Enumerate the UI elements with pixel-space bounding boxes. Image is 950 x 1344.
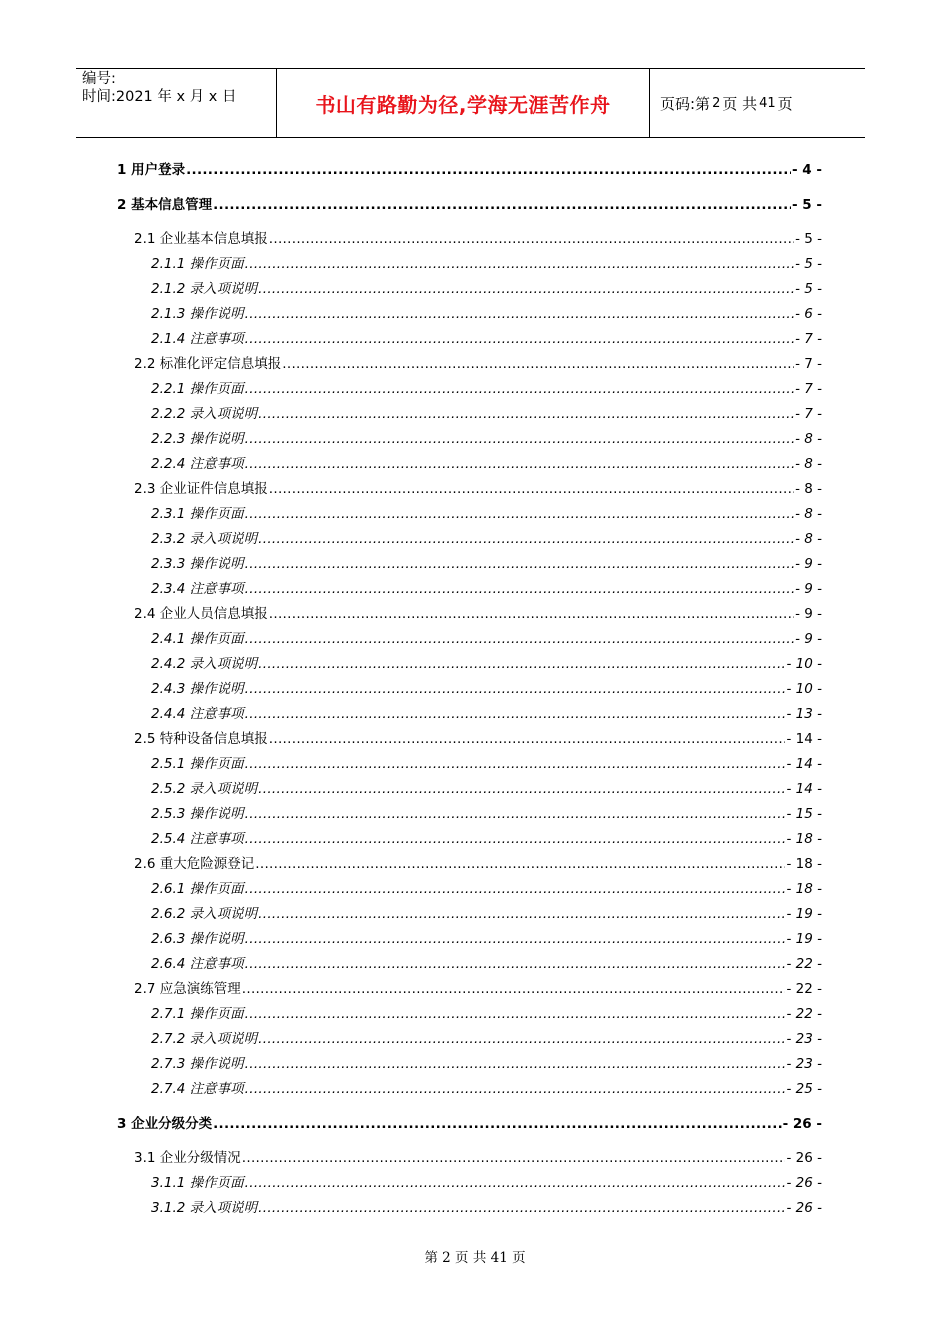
toc-leader-dots — [245, 505, 794, 523]
toc-entry-title: 2.5.4 注意事项 — [151, 831, 244, 847]
toc-leader-dots — [269, 480, 794, 498]
toc-entry-title: 2.2.1 操作页面 — [151, 381, 244, 397]
toc-leader-dots — [245, 1055, 786, 1073]
toc-entry[interactable] — [151, 530, 822, 548]
toc-leader-dots — [245, 630, 794, 648]
toc-leader-dots — [245, 930, 786, 948]
toc-entry[interactable] — [134, 855, 822, 873]
toc-entry-title: 2.6.3 操作说明 — [151, 931, 244, 947]
toc-entry[interactable] — [151, 255, 822, 273]
toc-entry-title: 1 用户登录 — [117, 162, 186, 178]
toc-entry-page: - 5 - — [795, 256, 822, 272]
toc-entry-title: 2.5 特种设备信息填报 — [134, 731, 268, 747]
toc-entry-title: 2.7.2 录入项说明 — [151, 1031, 258, 1047]
toc-leader-dots — [245, 430, 794, 448]
page-total: 41 — [759, 95, 776, 111]
toc-entry[interactable] — [151, 630, 822, 648]
toc-entry-page: - 8 - — [795, 506, 822, 522]
toc-entry-title: 2.5.2 录入项说明 — [151, 781, 258, 797]
toc-entry-page: - 18 - — [786, 881, 822, 897]
toc-leader-dots — [245, 955, 786, 973]
toc-leader-dots — [245, 805, 786, 823]
toc-entry[interactable] — [134, 480, 822, 498]
toc-entry-page: - 19 - — [786, 906, 822, 922]
toc-leader-dots — [245, 580, 794, 598]
toc-entry[interactable] — [151, 405, 822, 423]
toc-entry-page: - 26 - — [782, 1115, 822, 1132]
toc-leader-dots — [242, 980, 786, 998]
toc-entry-title: 2.2 标准化评定信息填报 — [134, 356, 282, 372]
toc-entry-title: 2.2.4 注意事项 — [151, 456, 244, 472]
header-page-info — [650, 69, 865, 137]
toc-entry[interactable] — [151, 680, 822, 698]
toc-entry-page: - 5 - — [792, 196, 822, 213]
toc-leader-dots — [245, 455, 794, 473]
toc-entry[interactable] — [151, 1199, 822, 1217]
toc-entry-title: 2.6.4 注意事项 — [151, 956, 244, 972]
toc-entry-title: 3.1.1 操作页面 — [151, 1175, 244, 1191]
toc-entry[interactable] — [134, 605, 822, 623]
toc-entry[interactable] — [151, 580, 822, 598]
toc-entry-title: 2.4 企业人员信息填报 — [134, 606, 268, 622]
toc-entry-title: 2 基本信息管理 — [117, 196, 213, 213]
toc-entry-page: - 6 - — [795, 306, 822, 322]
toc-entry[interactable] — [151, 505, 822, 523]
toc-entry-page: - 8 - — [795, 481, 822, 497]
toc-leader-dots — [245, 555, 794, 573]
toc-entry[interactable] — [117, 161, 822, 179]
toc-entry-title: 2.6.1 操作页面 — [151, 881, 244, 897]
toc-entry-page: - 22 - — [786, 956, 822, 972]
slogan: 书山有路勤为径,学海无涯苦作舟 — [315, 92, 611, 117]
toc-entry-title: 2.1 企业基本信息填报 — [134, 231, 268, 247]
toc-entry-title: 3.1 企业分级情况 — [134, 1150, 241, 1166]
toc-entry-page: - 23 - — [786, 1056, 822, 1072]
toc-entry-page: - 26 - — [786, 1200, 822, 1216]
toc-entry[interactable] — [151, 955, 822, 973]
toc-leader-dots — [245, 255, 794, 273]
toc-entry-title: 2.3.4 注意事项 — [151, 581, 244, 597]
toc-leader-dots — [242, 1149, 786, 1167]
toc-leader-dots — [245, 1174, 786, 1192]
toc-entry-title: 2.1.1 操作页面 — [151, 256, 244, 272]
toc-entry-page: - 26 - — [786, 1150, 822, 1166]
page-suffix: 页 — [777, 94, 793, 113]
toc-entry-page: - 19 - — [786, 931, 822, 947]
toc-leader-dots — [245, 380, 794, 398]
toc-entry-page: - 7 - — [795, 356, 822, 372]
toc-entry[interactable] — [151, 930, 822, 948]
toc-leader-dots — [258, 530, 794, 548]
toc-leader-dots — [269, 730, 786, 748]
toc-entry-title: 2.4.3 操作说明 — [151, 681, 244, 697]
toc-entry-title: 2.2.3 操作说明 — [151, 431, 244, 447]
toc-leader-dots — [245, 755, 786, 773]
toc-entry[interactable] — [151, 1174, 822, 1192]
toc-entry[interactable] — [134, 355, 822, 373]
toc-entry-title: 2.3.1 操作页面 — [151, 506, 244, 522]
toc-entry[interactable] — [134, 730, 822, 748]
toc-entry-page: - 10 - — [786, 656, 822, 672]
toc-entry[interactable] — [134, 980, 822, 998]
toc-entry-page: - 8 - — [795, 531, 822, 547]
toc-entry-title: 2.7 应急演练管理 — [134, 981, 241, 997]
header-slogan-cell — [277, 69, 650, 137]
toc-entry-page: - 10 - — [786, 681, 822, 697]
page-mid: 页 共 — [722, 94, 758, 113]
toc-leader-dots — [258, 655, 785, 673]
toc-entry-page: - 23 - — [786, 1031, 822, 1047]
toc-entry[interactable] — [151, 755, 822, 773]
number-label: 编号: — [82, 71, 116, 87]
toc-entry[interactable] — [151, 780, 822, 798]
toc-entry-title: 3.1.2 录入项说明 — [151, 1200, 258, 1216]
toc-leader-dots — [213, 1115, 782, 1133]
toc-leader-dots — [258, 1030, 785, 1048]
toc-entry[interactable] — [151, 905, 822, 923]
toc-entry[interactable] — [151, 1030, 822, 1048]
toc-leader-dots — [245, 1080, 786, 1098]
toc-entry[interactable] — [134, 230, 822, 248]
toc-leader-dots — [282, 355, 794, 373]
toc-leader-dots — [258, 780, 785, 798]
toc-entry[interactable] — [151, 305, 822, 323]
toc-leader-dots — [258, 405, 794, 423]
toc-entry[interactable] — [151, 430, 822, 448]
header-meta — [76, 69, 277, 137]
toc-leader-dots — [245, 1005, 786, 1023]
toc-entry[interactable] — [151, 1005, 822, 1023]
toc-leader-dots — [186, 161, 791, 179]
page-header — [76, 68, 865, 138]
toc-leader-dots — [255, 855, 785, 873]
toc-entry[interactable] — [134, 1149, 822, 1167]
toc-leader-dots — [258, 280, 794, 298]
toc-entry-title: 2.7.4 注意事项 — [151, 1081, 244, 1097]
toc-entry[interactable] — [151, 830, 822, 848]
toc-entry-page: - 22 - — [786, 981, 822, 997]
time-label: 时间:2021 年 x 月 x 日 — [82, 89, 237, 105]
toc-entry-page: - 9 - — [795, 581, 822, 597]
toc-entry-page: - 13 - — [786, 706, 822, 722]
toc-entry-title: 2.1.3 操作说明 — [151, 306, 244, 322]
toc-entry-page: - 15 - — [786, 806, 822, 822]
toc-entry[interactable] — [151, 805, 822, 823]
toc-entry-title: 2.6.2 录入项说明 — [151, 906, 258, 922]
toc-entry-page: - 18 - — [786, 831, 822, 847]
toc-entry[interactable] — [117, 1115, 822, 1133]
toc-entry-title: 3 企业分级分类 — [117, 1115, 213, 1132]
toc-entry-title: 2.4.1 操作页面 — [151, 631, 244, 647]
toc-entry-title: 2.6 重大危险源登记 — [134, 856, 255, 872]
toc-entry-page: - 14 - — [786, 781, 822, 797]
toc-entry-title: 2.1.4 注意事项 — [151, 331, 244, 347]
toc-entry-page: - 25 - — [786, 1081, 822, 1097]
toc-entry-page: - 9 - — [795, 631, 822, 647]
toc-entry-title: 2.4.4 注意事项 — [151, 706, 244, 722]
toc-leader-dots — [213, 196, 791, 214]
toc-entry-page: - 9 - — [795, 606, 822, 622]
toc-entry-title: 2.7.1 操作页面 — [151, 1006, 244, 1022]
toc-entry[interactable] — [151, 380, 822, 398]
toc-entry-title: 2.5.1 操作页面 — [151, 756, 244, 772]
toc-entry-page: - 5 - — [795, 281, 822, 297]
toc-entry[interactable] — [151, 455, 822, 473]
toc-entry[interactable] — [151, 555, 822, 573]
toc-entry[interactable] — [151, 880, 822, 898]
toc-entry[interactable] — [151, 280, 822, 298]
toc-entry-page: - 18 - — [786, 856, 822, 872]
toc-entry[interactable] — [151, 655, 822, 673]
toc-entry-page: - 7 - — [795, 406, 822, 422]
toc-leader-dots — [245, 705, 786, 723]
toc-entry[interactable] — [151, 1055, 822, 1073]
page-prefix: 页码:第 — [660, 94, 711, 113]
toc-leader-dots — [245, 330, 794, 348]
toc-entry-title: 2.3.2 录入项说明 — [151, 531, 258, 547]
toc-entry-page: - 14 - — [786, 731, 822, 747]
toc-leader-dots — [269, 230, 794, 248]
toc-entry-title: 2.5.3 操作说明 — [151, 806, 244, 822]
toc-entry-page: - 22 - — [786, 1006, 822, 1022]
toc-entry-page: - 26 - — [786, 1175, 822, 1191]
toc-entry[interactable] — [151, 1080, 822, 1098]
toc-entry-title: 2.1.2 录入项说明 — [151, 281, 258, 297]
toc-entry-page: - 8 - — [795, 431, 822, 447]
toc-leader-dots — [245, 880, 786, 898]
toc-entry[interactable] — [117, 196, 822, 214]
toc-entry-title: 2.3.3 操作说明 — [151, 556, 244, 572]
toc-entry-title: 2.2.2 录入项说明 — [151, 406, 258, 422]
toc-entry[interactable] — [151, 330, 822, 348]
toc-leader-dots — [245, 680, 786, 698]
toc-entry-page: - 14 - — [786, 756, 822, 772]
toc-entry-title: 2.3 企业证件信息填报 — [134, 481, 268, 497]
toc-entry-page: - 5 - — [795, 231, 822, 247]
toc-leader-dots — [258, 1199, 785, 1217]
toc-entry-page: - 7 - — [795, 331, 822, 347]
toc-leader-dots — [245, 305, 794, 323]
toc-entry-page: - 4 - — [792, 162, 822, 178]
page-footer: 第 2 页 共 41 页 — [424, 1250, 526, 1266]
toc-entry-page: - 7 - — [795, 381, 822, 397]
toc-entry[interactable] — [151, 705, 822, 723]
page-current: 2 — [712, 95, 721, 111]
toc-entry-page: - 8 - — [795, 456, 822, 472]
toc-entry-page: - 9 - — [795, 556, 822, 572]
toc-leader-dots — [269, 605, 794, 623]
toc-entry-title: 2.4.2 录入项说明 — [151, 656, 258, 672]
toc-leader-dots — [258, 905, 785, 923]
toc-entry-title: 2.7.3 操作说明 — [151, 1056, 244, 1072]
toc-leader-dots — [245, 830, 786, 848]
